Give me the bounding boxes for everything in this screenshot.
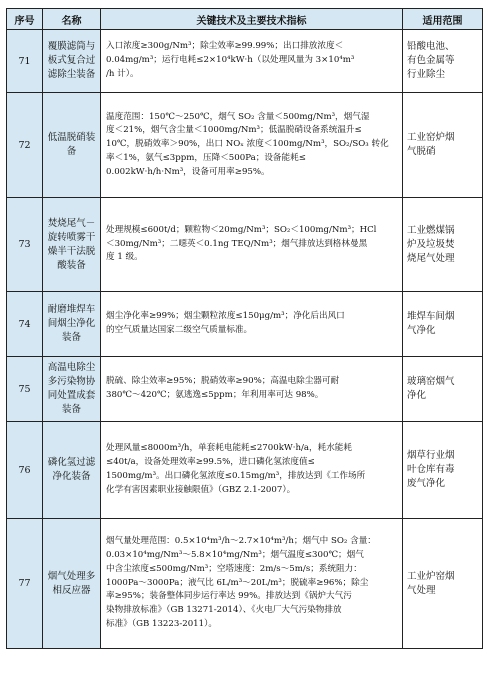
row-scope: 铅酸电池、 有色金属等 行业除尘 [403,30,483,93]
row-tech: 温度范围：150℃～250℃，烟气 SO₂ 含量＜500mg/Nm³，烟气湿 度＜21%，烟气含尘量＜1000mg/Nm³；低温脱硝设备系统温升≤ 10℃，脱硝效率＞90%，出口 NOₓ 浓度＜100mg/Nm³，SO₂/SO₃ 转化 率＜1%，氨气≤3ppm，压降＜500Pa；设备能耗≤ 0.002kW·h/h·Nm³，设备可用率≥95%。 [101,93,403,198]
header-tech: 关键技术及主要技术指标 [101,9,403,30]
row-no: 76 [7,422,43,519]
row-scope: 玻璃窑烟气 净化 [403,357,483,422]
row-tech: 处理规模≤600t/d；颗粒物＜20mg/Nm³；SO₂＜100mg/Nm³；HCl ＜30mg/Nm³；二噁英＜0.1ng TEQ/Nm³；烟气排放达到格林曼黑 度 1 级。 [101,198,403,292]
table-row [7,519,483,649]
row-no: 73 [7,198,43,292]
row-tech: 入口浓度≥300g/Nm³；除尘效率≥99.99%；出口排放浓度＜ 0.04mg/m³；运行电耗≤2×10⁴kW·h（以处理风量为 3×10⁴m³ /h 计）。 [101,30,403,93]
row-name: 高温电除尘 多污染物协 同处置成套 装备 [43,357,101,422]
table-row [7,357,483,422]
row-name: 磷化氢过滤 净化装备 [43,422,101,519]
header-name: 名称 [43,9,101,30]
table-row [7,93,483,198]
row-tech: 处理风量≤8000m³/h，单套耗电能耗≤2700kW·h/a，耗水能耗 ≤40t/a，设备处理效率≥99.5%，进口磷化氢浓度值≤ 1500mg/m³。出口磷化氢浓度≤0.15mg/m³，排放达到《工作场所 化学有害因素职业接触限值》（GBZ 2.1-2007）。 [101,422,403,519]
table-row [7,422,483,519]
header-scope: 适用范围 [403,9,483,30]
row-tech: 烟气量处理范围：0.5×10⁴m³/h～2.7×10⁴m³/h；烟气中 SO₂ 含量： 0.03×10⁴mg/Nm³～5.8×10⁴mg/Nm³；烟气温度≤300℃；烟气 中含尘浓度≤500mg/Nm³；空塔速度：2m/s～5m/s；系统阻力： 1000Pa～3000Pa；液气比 6L/m³～20L/m³；脱硫率≥96%；除尘 率≥95%；装备整体同步运行率达 99%。排放达到《锅炉大气污 染物排放标准》（GB 13271-2014）、《火电厂大气污染物排放 标准》（GB 13223-2011）。 [101,519,403,649]
row-no: 71 [7,30,43,93]
row-tech: 脱硫、除尘效率≥95%；脱硝效率≥90%；高温电除尘器可耐 380℃～420℃；氨逃逸≤5ppm；年利用率可达 98%。 [101,357,403,422]
row-name: 低温脱硝装 备 [43,93,101,198]
row-no: 74 [7,292,43,357]
header-no: 序号 [7,9,43,30]
row-scope: 工业炉窑烟 气处理 [403,519,483,649]
row-name: 焚烧尾气－ 旋转喷雾干 燥半干法脱 酸装备 [43,198,101,292]
row-name: 烟气处理多 相反应器 [43,519,101,649]
row-name: 覆膜滤筒与 板式复合过 滤除尘装备 [43,30,101,93]
equipment-table [6,8,483,649]
row-no: 72 [7,93,43,198]
table-row [7,198,483,292]
row-scope: 工业窑炉烟 气脱硝 [403,93,483,198]
table-header-row [7,9,483,30]
table-row [7,30,483,93]
row-scope: 堆焊车间烟 气净化 [403,292,483,357]
row-no: 77 [7,519,43,649]
row-name: 耐磨堆焊车 间烟尘净化 装备 [43,292,101,357]
row-scope: 烟草行业烟 叶仓库有毒 废气净化 [403,422,483,519]
row-tech: 烟尘净化率≥99%；烟尘颗粒浓度≤150μg/m³；净化后出风口 的空气质量达国家二级空气质量标准。 [101,292,403,357]
row-scope: 工业燃煤锅 炉及垃圾焚 烧尾气处理 [403,198,483,292]
row-no: 75 [7,357,43,422]
table-row [7,292,483,357]
